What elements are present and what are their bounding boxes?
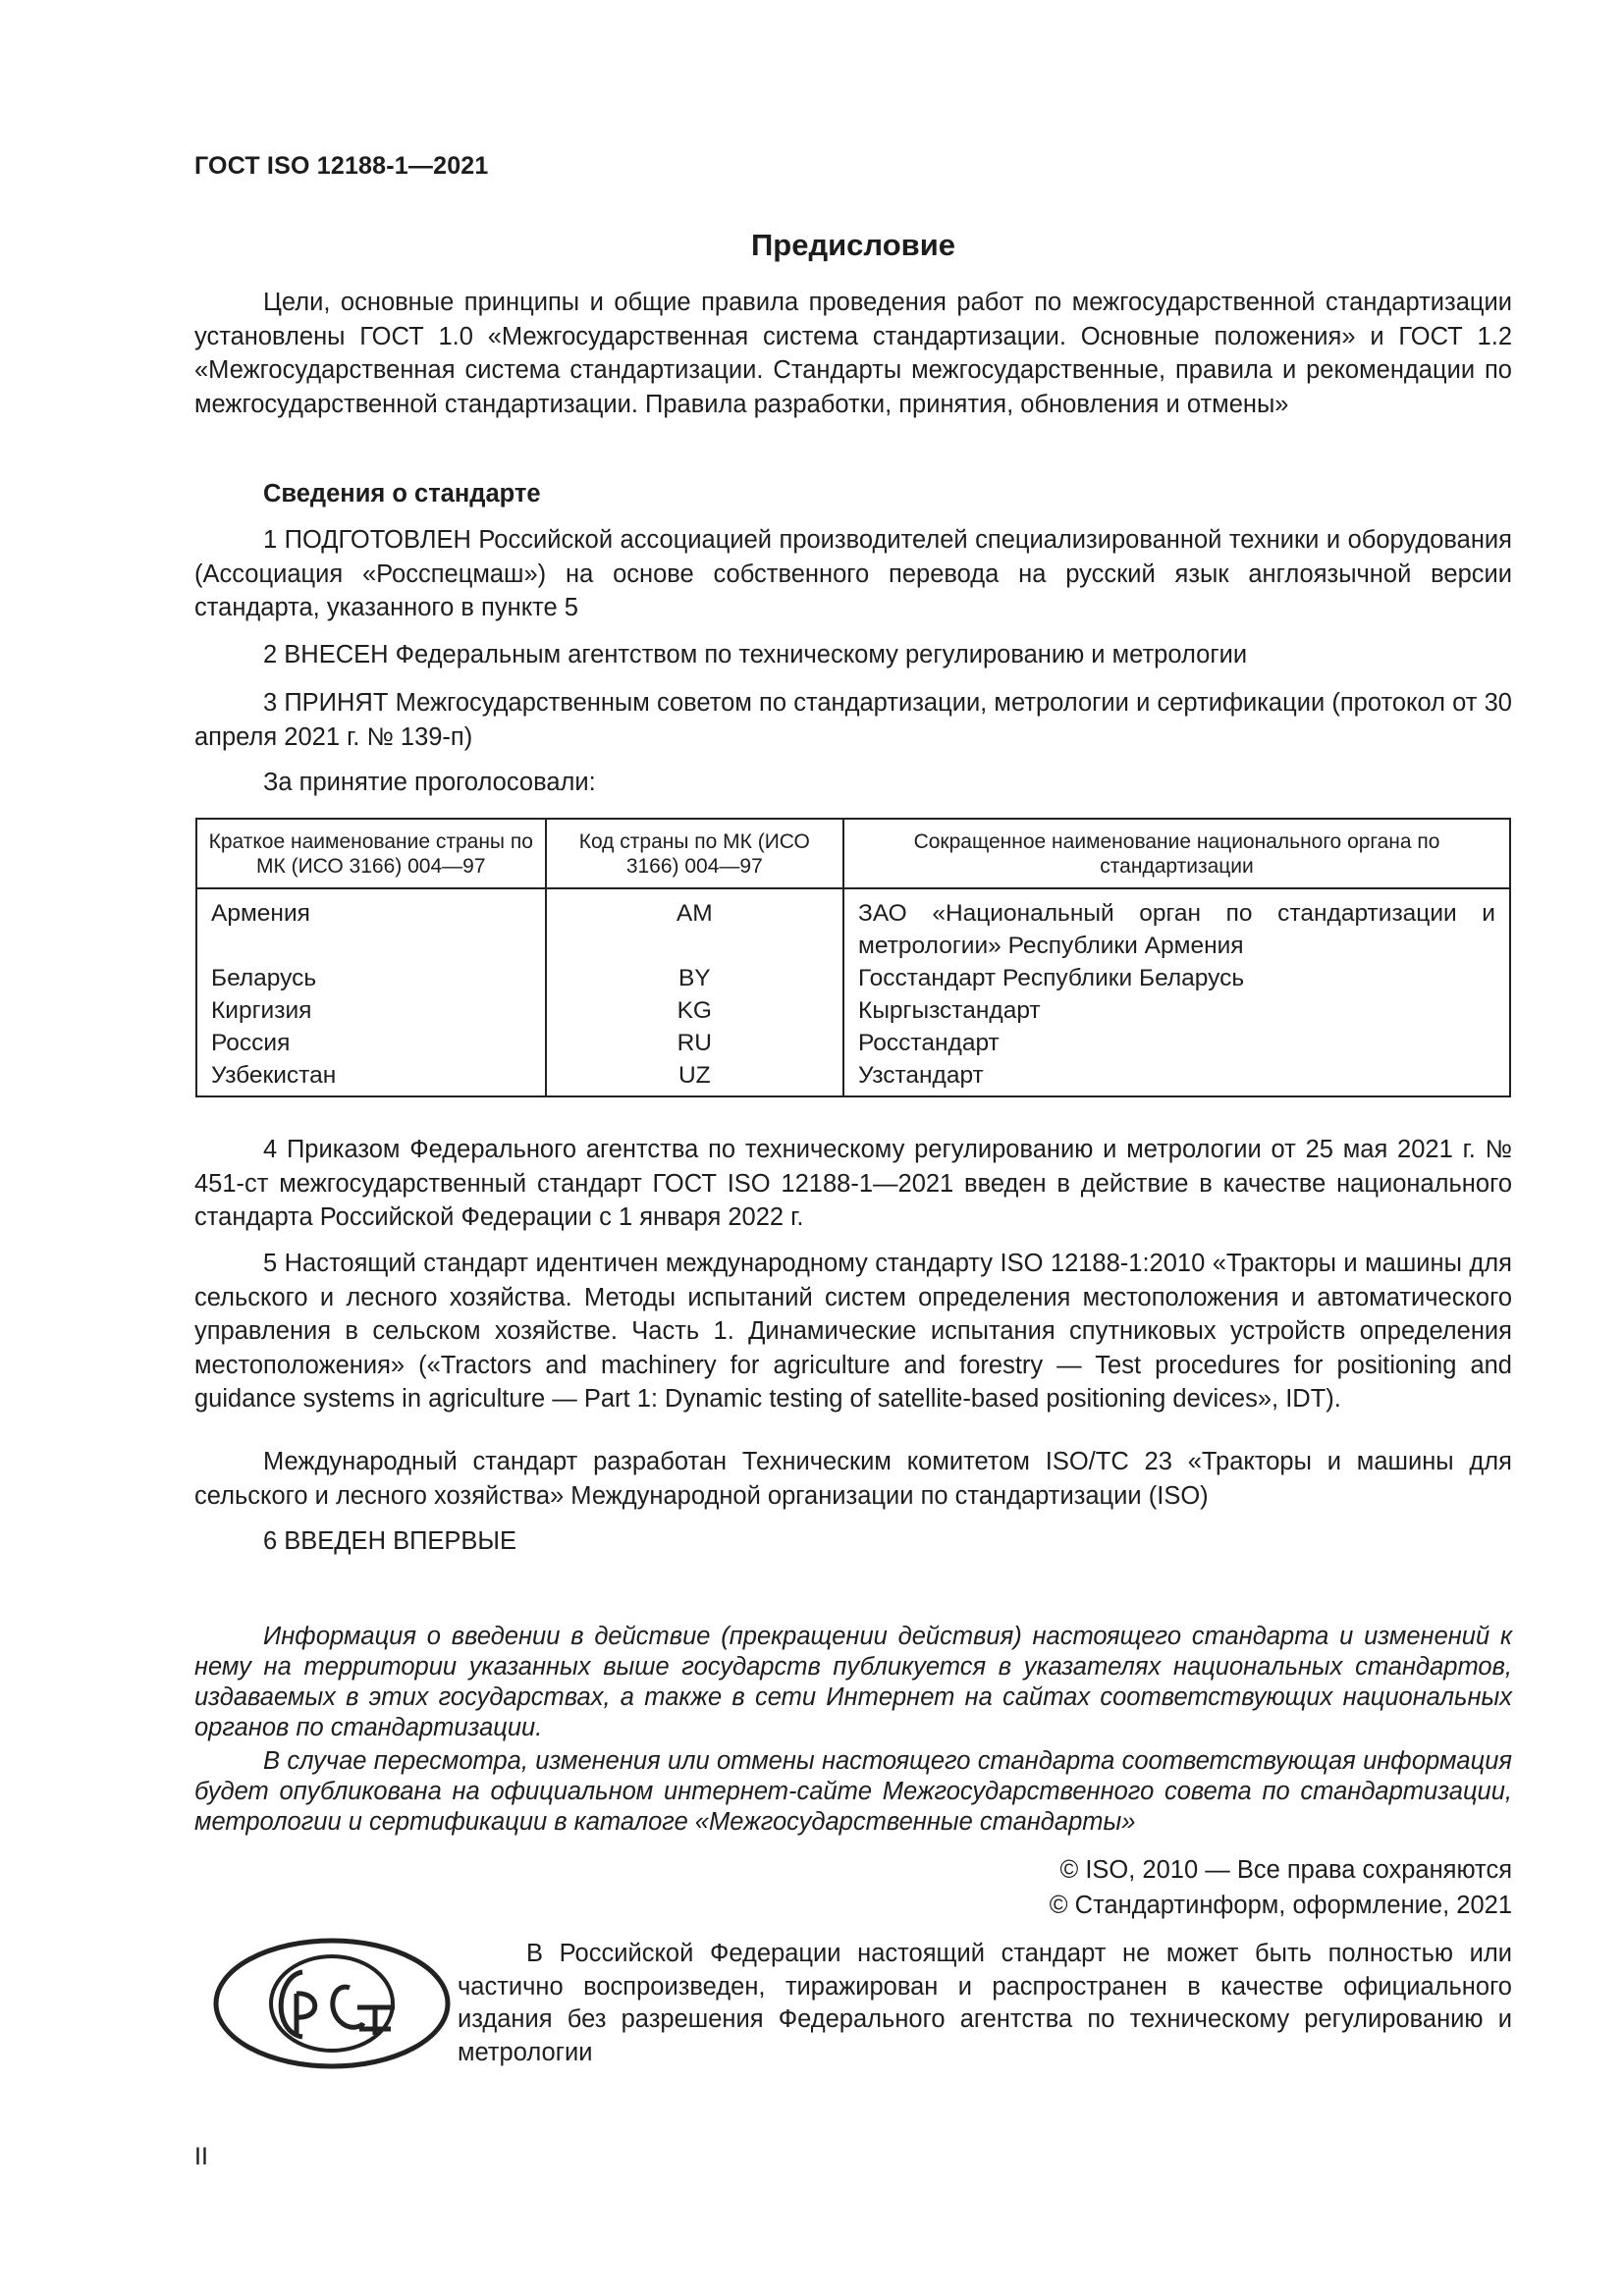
item-5: 5 Настоящий стандарт идентичен международному стандарту ISO 12188-1:2010 «Тракторы и машины для сельского и лесного хозяйства. Методы испытаний систем определения местоположения и автоматического управления в сельском хозяйстве. Часть 1. Динамические испытания спутниковых устройств определения местоположения» («Tractors and machinery for agriculture and forestry — Test procedures for positioning and guidance systems in agriculture — Part 1: Dynamic testing of satellite-based positioning devices», IDT).	[194, 1250, 1512, 1413]
org-cell: Кыргызстандарт	[843, 994, 1510, 1027]
notice-paragraph-2: В случае пересмотра, изменения или отмены настоящего стандарта соответствующая информация будет опубликована на официальном интернет-сайте Межгосударственного совета по стандартизации, метрологии и сертификации в каталоге «Межгосударственные стандарты»	[194, 1747, 1512, 1836]
page-number: II	[194, 2143, 208, 2170]
table-header-org: Сокращенное наименование национального органа по стандартизации	[843, 819, 1510, 888]
item-3: 3 ПРИНЯТ Межгосударственным советом по стандартизации, метрологии и сертификации (протокол от 30 апреля 2021 г. № 139-п)	[194, 689, 1512, 751]
code-cell: BY	[546, 962, 844, 994]
info-heading: Сведения о стандарте	[263, 480, 541, 507]
code-cell: RU	[546, 1027, 844, 1059]
country-cell: Беларусь	[196, 962, 546, 994]
copyright-iso: © ISO, 2010 — Все права сохраняются	[1059, 1856, 1512, 1884]
country-cell: Узбекистан	[196, 1059, 546, 1096]
table-header-country: Краткое наименование страны по МК (ИСО 3166) 004—97	[196, 819, 546, 888]
country-cell: Россия	[196, 1027, 546, 1059]
rst-mark-icon	[212, 1937, 454, 2070]
table-row	[196, 1027, 1510, 1059]
org-cell: ЗАО «Национальный орган по стандартизации и метрологии» Республики Армения	[843, 888, 1510, 962]
code-cell: KG	[546, 994, 844, 1027]
table-row	[196, 888, 1510, 962]
item-6: 6 ВВЕДЕН ВПЕРВЫЕ	[263, 1527, 517, 1555]
code-cell: AM	[546, 888, 844, 962]
document-code: ГОСТ ISO 12188-1—2021	[194, 152, 489, 180]
table-row	[196, 1059, 1510, 1096]
intro-paragraph: Цели, основные принципы и общие правила проведения работ по межгосударственной стандартизации установлены ГОСТ 1.0 «Межгосударственная система стандартизации. Основные положения» и ГОСТ 1.2 «Межгосударственная система стандартизации. Стандарты межгосударственные, правила и рекомендации по межгосударственной стандартизации. Правила разработки, принятия, обновления и отмены»	[194, 289, 1512, 418]
table-row	[196, 962, 1510, 994]
item-5-continued: Международный стандарт разработан Техническим комитетом ISO/TC 23 «Тракторы и машины для сельского и лесного хозяйства» Международной организации по стандартизации (ISO)	[194, 1448, 1512, 1510]
org-cell: Росстандарт	[843, 1027, 1510, 1059]
org-cell: Узстандарт	[843, 1059, 1510, 1096]
table-header-code: Код страны по МК (ИСО 3166) 004—97	[546, 819, 844, 888]
page-title: Предисловие	[750, 228, 955, 262]
code-cell: UZ	[546, 1059, 844, 1096]
table-row	[196, 994, 1510, 1027]
federation-notice: В Российской Федерации настоящий стандарт не может быть полностью или частично воспроизведен, тиражирован и распространен в качестве официального издания без разрешения Федерального агентства по техническому регулированию и метрологии	[458, 1940, 1512, 2066]
voted-label: За принятие проголосовали:	[263, 769, 596, 796]
org-cell: Госстандарт Республики Беларусь	[843, 962, 1510, 994]
item-4: 4 Приказом Федерального агентства по техническому регулированию и метрологии от 25 мая 2021 г. № 451-ст межгосударственный стандарт ГОСТ ISO 12188-1—2021 введен в действие в качестве национального стандарта Российской Федерации с 1 января 2022 г.	[194, 1136, 1512, 1231]
country-cell: Киргизия	[196, 994, 546, 1027]
item-2: 2 ВНЕСЕН Федеральным агентством по техническому регулированию и метрологии	[263, 641, 1248, 668]
copyright-standartinform: © Стандартинформ, оформление, 2021	[1049, 1892, 1512, 1919]
country-cell: Армения	[196, 888, 546, 962]
notice-paragraph-1: Информация о введении в действие (прекращении действия) настоящего стандарта и изменений к нему на территории указанных выше государств публикуется в указателях национальных стандартов, издаваемых в этих государствах, а также в сети Интернет на сайтах соответствующих национальных органов по стандартизации.	[194, 1623, 1512, 1741]
item-1: 1 ПОДГОТОВЛЕН Российской ассоциацией производителей специализированной техники и оборудования (Ассоциация «Росспецмаш») на основе собственного перевода на русский язык англоязычной версии стандарта, указанного в пункте 5	[194, 526, 1512, 621]
voting-table	[195, 818, 1511, 1097]
